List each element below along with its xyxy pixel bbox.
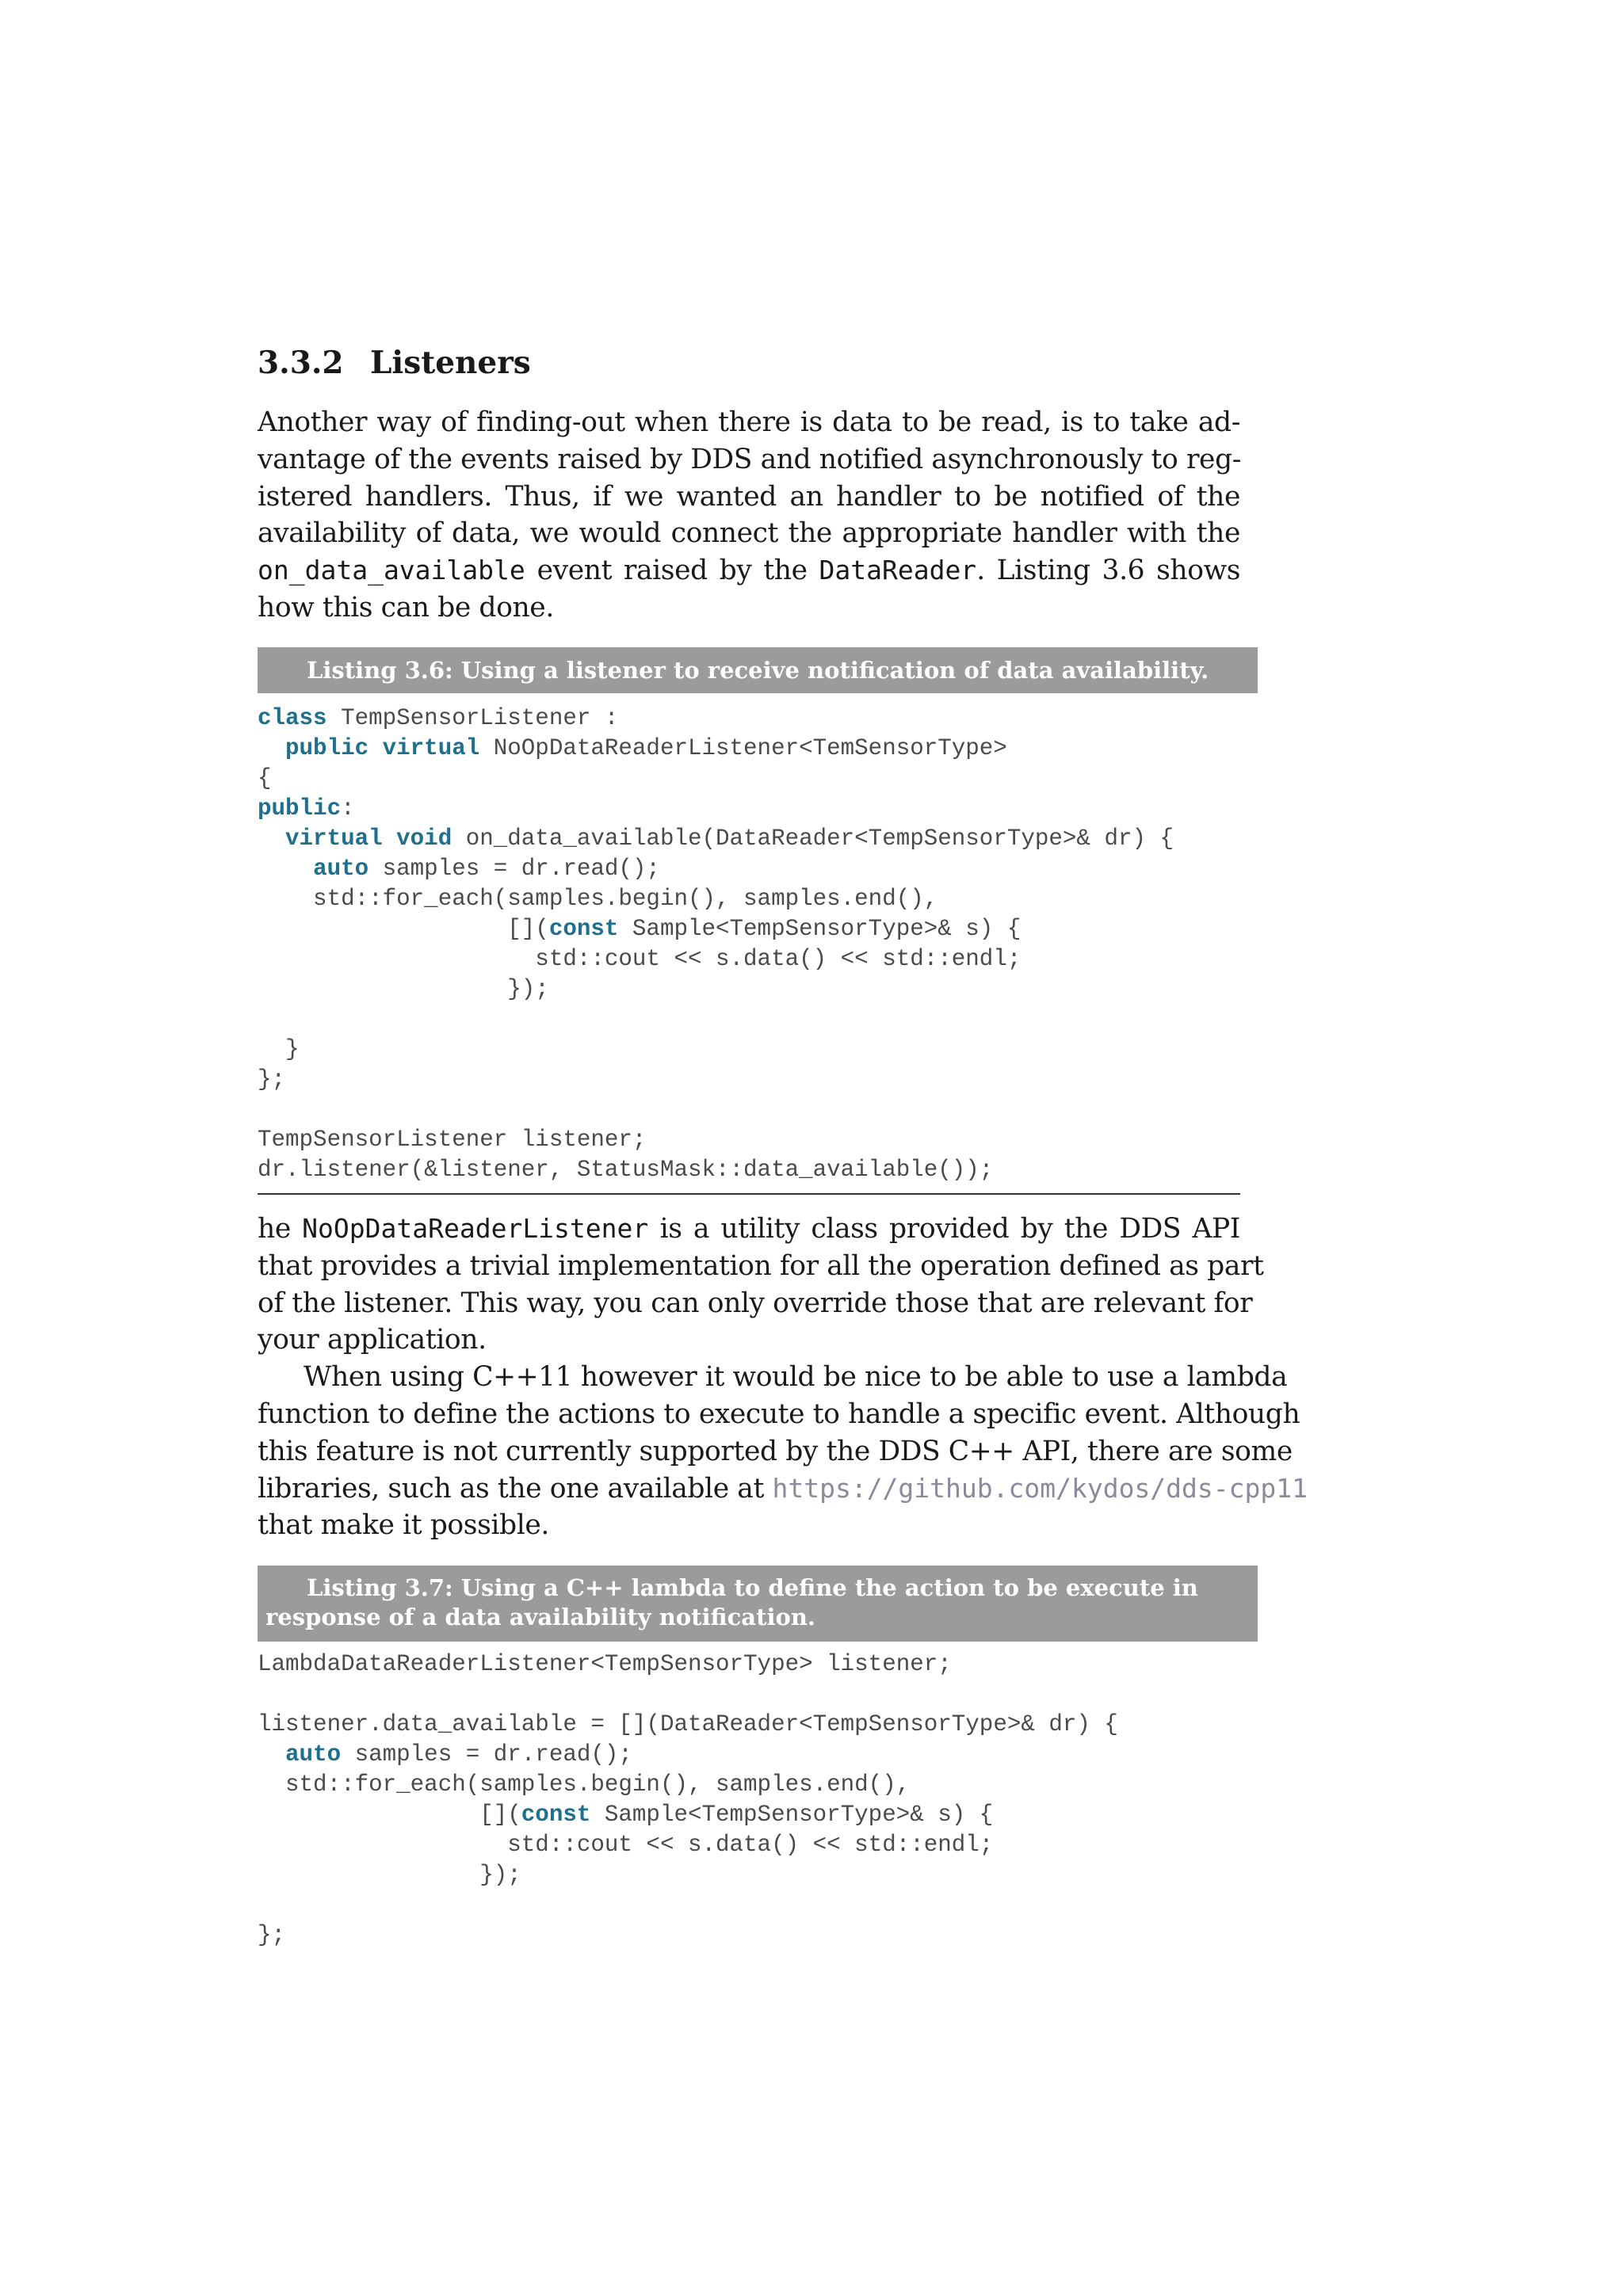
code-text: listener.data_available = [](DataReader<TempSensorType>& dr) { — [258, 1711, 1118, 1737]
code-line — [258, 1770, 1118, 1800]
text-line: vantage of the events raised by DDS and notified asynchronously to reg- — [258, 443, 1242, 475]
code-text — [258, 1741, 285, 1768]
code-line — [258, 1155, 1174, 1185]
code-line — [258, 1005, 1174, 1035]
text-line — [258, 1470, 1308, 1508]
code-text: dr.listener(&listener, StatusMask::data_available()); — [258, 1157, 994, 1183]
text-line: istered handlers. Thus, if we wanted an handler to be notified of the — [258, 480, 1240, 513]
text-line: When using C++11 however it would be nice to be able to use a lambda — [304, 1361, 1288, 1394]
text-line: this feature is not currently supported by the DDS C++ API, there are some — [258, 1435, 1293, 1467]
code-text: { — [258, 765, 272, 791]
code-text: []( — [258, 1802, 521, 1828]
code-line — [258, 1860, 1118, 1890]
code-keyword: virtual — [285, 826, 383, 852]
code-listing — [258, 704, 1174, 1185]
code-keyword: const — [521, 1802, 591, 1828]
listing-caption — [258, 647, 1258, 693]
code-text: std::cout << s.data() << std::endl; — [258, 1832, 994, 1858]
code-text: } — [258, 1036, 300, 1062]
code-text: }); — [258, 976, 549, 1002]
code-line — [258, 704, 1174, 734]
code-line — [258, 1680, 1118, 1710]
text-line: that make it possible. — [258, 1509, 549, 1542]
inline-code: NoOpDataReaderListener — [302, 1213, 649, 1244]
code-text: }); — [258, 1862, 521, 1888]
code-keyword: auto — [313, 856, 369, 882]
text-fragment: is a utility class provided by the DDS API — [648, 1213, 1240, 1245]
code-keyword: const — [548, 916, 619, 942]
code-text: std::cout << s.data() << std::endl; — [258, 946, 1022, 972]
text-fragment: libraries, such as the one available at — [258, 1472, 773, 1505]
code-text: on_data_available(DataReader<TempSensorType>& dr) { — [452, 826, 1174, 852]
code-text: std::for_each(samples.begin(), samples.end(), — [258, 1772, 911, 1798]
code-keyword: public — [285, 735, 369, 761]
code-text — [383, 826, 397, 852]
code-line — [258, 854, 1174, 884]
code-line — [258, 1740, 1118, 1770]
code-line — [258, 764, 1174, 794]
code-text: : — [341, 795, 355, 822]
listing-rule — [258, 1193, 1240, 1195]
caption-text: Listing 3.7: Using a C++ lambda to define the action to be execute in — [307, 1574, 1198, 1601]
code-keyword: auto — [285, 1741, 342, 1768]
code-text: Sample<TempSensorType>& s) { — [618, 916, 1022, 942]
code-line — [258, 1650, 1118, 1680]
code-text: samples = dr.read(); — [369, 856, 660, 882]
code-listing — [258, 1650, 1118, 1951]
code-line — [258, 914, 1174, 944]
code-line — [258, 1710, 1118, 1740]
code-text: std::for_each(samples.begin(), samples.end(), — [258, 886, 938, 912]
text-line — [258, 552, 1240, 589]
code-text: }; — [258, 1922, 286, 1948]
code-text: }; — [258, 1066, 286, 1093]
section-number: 3.3.2 — [258, 345, 344, 381]
code-line — [258, 884, 1174, 914]
code-line — [258, 944, 1174, 974]
code-line — [258, 1125, 1174, 1155]
intro-paragraph — [258, 404, 1240, 627]
text-fragment: event raised by the — [525, 555, 819, 587]
text-line: function to define the actions to execute to handle a specific event. Although — [258, 1398, 1300, 1430]
text-line — [258, 1211, 1240, 1248]
code-text — [258, 826, 285, 852]
code-line — [258, 974, 1174, 1005]
code-line — [258, 794, 1174, 824]
code-keyword: class — [258, 705, 327, 731]
code-line — [258, 1830, 1118, 1860]
repository-link[interactable]: https://github.com/kydos/dds-cpp11 — [772, 1472, 1308, 1504]
code-line — [258, 824, 1174, 854]
inline-code: on_data_available — [258, 555, 525, 586]
inline-code: DataReader — [819, 555, 977, 586]
code-text: Sample<TempSensorType>& s) { — [590, 1802, 994, 1828]
code-text: []( — [258, 916, 549, 942]
text-line: your application. — [258, 1324, 487, 1356]
text-fragment: he — [258, 1213, 303, 1245]
code-text — [369, 735, 383, 761]
code-text: NoOpDataReaderListener<TemSensorType> — [479, 735, 1007, 761]
section-title: Listeners — [370, 345, 531, 381]
code-text: LambdaDataReaderListener<TempSensorType> listener; — [258, 1651, 952, 1677]
code-text: TempSensorListener : — [327, 705, 619, 731]
text-fragment: . Listing 3.6 shows — [976, 555, 1241, 587]
section-heading — [258, 342, 531, 383]
text-line: availability of data, we would connect the appropriate handler with the — [258, 517, 1240, 550]
code-line — [258, 1890, 1118, 1920]
code-text — [258, 856, 313, 882]
code-keyword: public — [258, 795, 342, 822]
code-keyword: void — [396, 826, 453, 852]
code-line — [258, 1095, 1174, 1125]
body-paragraph — [258, 1211, 1308, 1544]
text-line: of the listener. This way, you can only override those that are relevant for — [258, 1287, 1253, 1319]
text-line: Another way of finding-out when there is data to be read, is to take ad- — [258, 406, 1240, 438]
code-text — [258, 735, 285, 761]
code-line — [258, 1035, 1174, 1065]
caption-text: response of a data availability notification. — [265, 1604, 816, 1630]
listing-caption — [258, 1566, 1258, 1642]
code-text: samples = dr.read(); — [341, 1741, 632, 1768]
code-line — [258, 734, 1174, 764]
text-line: how this can be done. — [258, 591, 554, 624]
code-line — [258, 1800, 1118, 1830]
code-text: TempSensorListener listener; — [258, 1127, 647, 1153]
caption-text: Listing 3.6: Using a listener to receive notification of data availability. — [307, 657, 1209, 684]
code-line — [258, 1065, 1174, 1095]
code-keyword: virtual — [382, 735, 480, 761]
text-line: that provides a trivial implementation for all the operation defined as part — [258, 1249, 1264, 1282]
code-line — [258, 1920, 1118, 1951]
